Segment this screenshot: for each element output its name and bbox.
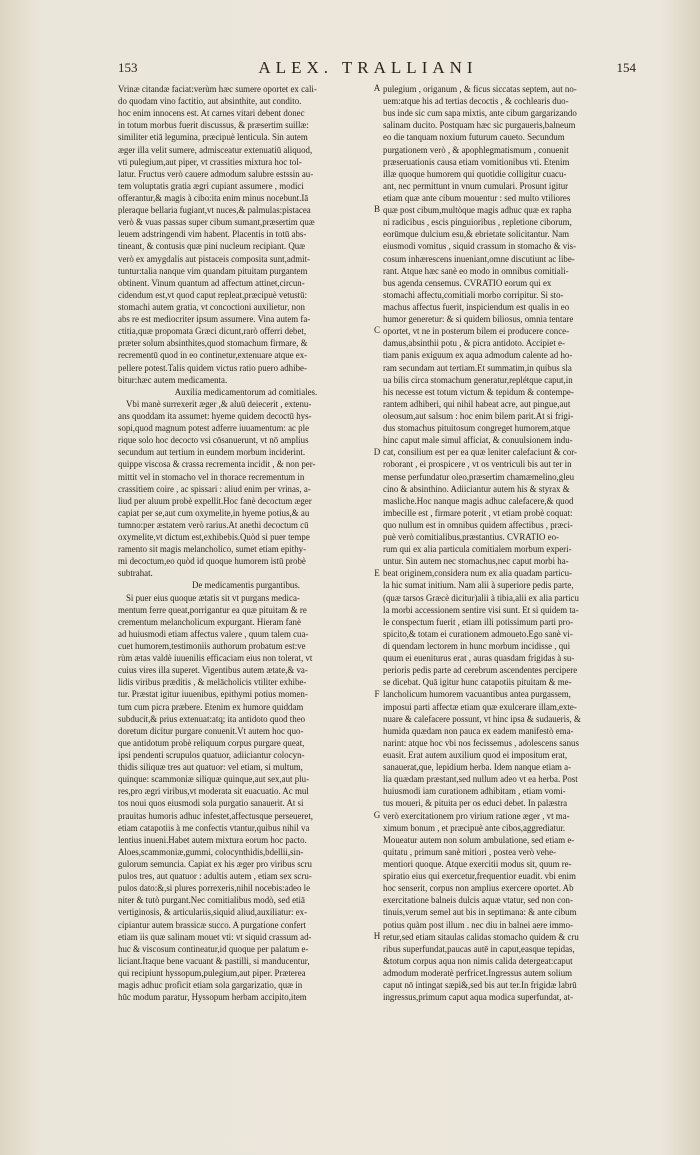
text-line: crementum melancholicum expurgant. Hieram fanè [118, 616, 301, 627]
text-line: ipsi pendenti scrupulos quatuor, adiiciantur colocyn- [118, 750, 305, 761]
text-line: admodum moderatè perfricet.Ingressus autem solium [383, 967, 573, 978]
text-line: præseruationis causa etiam vomitionibus vti. Etenim [383, 156, 570, 167]
text-line: crassitiem coire , ac spissari : aliud enim per vrinas, a- [118, 483, 311, 494]
text-line: tus moueri, & pituita per os educi debet. In palæstra [383, 798, 568, 809]
text-line: bitur:hæc autem medicamenta. [118, 374, 228, 385]
text-line: imposui parti affectæ etiam quæ exulcerare illam,exte- [383, 701, 577, 712]
text-line: eiusmodi vomitus , siquid crassum in stomacho & vis- [383, 241, 577, 252]
text-line: cat, consilium est per ea quæ leniter calefaciunt & cor- [383, 447, 578, 458]
text-line: humida quædam non pauca ex eadem manifestò ema- [383, 725, 574, 736]
text-line: tumno:per æstatem verò rarius.At anethi decoctum cū [118, 519, 309, 530]
text-line: pulos dato:&,si plures porrexeris,nihil nocebis:adeo le [118, 883, 311, 894]
text-line: purgationem verò , & apophlegmatismum , conuenit [383, 144, 569, 155]
text-line: cidendum est,vt quod caput repleat,præcipuè vetustū: [118, 289, 308, 300]
text-line: la hic sumat initium. Nam alii à superiore pedis parte, [383, 580, 574, 591]
text-line: hūc modum paratur, Hyssopum herbam accipito,item [118, 992, 307, 1003]
text-line: quum ei eueniturus erat , auras quasdam frigidas à su- [383, 653, 575, 664]
text-line: De medicamentis purgantibus. [191, 580, 301, 591]
text-line: etiam catapotiis à me confectis vtantur,quibus nihil va [118, 822, 310, 833]
text-line: verò exercitationem pro virium ratione æger , vt ma- [383, 810, 570, 821]
text-line: stomachi affectu,comitiali morbo corripitur. Si sto- [383, 289, 564, 300]
text-line: do quodam vino factitio, aut absinthite, aut condito. [118, 96, 302, 107]
text-line: similiter etiā legumina, præcipuè lenticula. Sin autem [118, 132, 308, 143]
text-line: oportet, vt ne in posterum bilem ei producere conce- [383, 326, 570, 337]
text-line: tem voluptatis gratia ægri cupiant assumere , modici [118, 180, 304, 191]
text-line: qui recipiunt hyssopum,pulegium,aut piper. Præterea [118, 967, 306, 978]
text-line: potius quàm post illum . nec diu in balnei aere immo- [383, 919, 574, 930]
text-line: ramento sit magis melancholico, sumet etiam epithy- [118, 544, 307, 555]
text-line: salinam ducito. Postquam hæc sic purgaueris,balneum [383, 120, 576, 131]
text-line: leuem adstringendi vim habent. Placentis in totū abs- [118, 229, 307, 240]
text-line: lancholicum humorem vacuantibus antea purgassem, [383, 689, 571, 700]
text-line: huiusmodi iam curationem adhibitam , etiam vomi- [383, 786, 566, 797]
text-line: tum cum picra præbere. Etenim ex humore quiddam [118, 701, 304, 712]
margin-letter: G [373, 810, 381, 821]
text-line: spiratio eius qui exercetur,frequentior euadit. vbi enim [383, 871, 576, 882]
text-line: rum qui ex alia particula comitialem morbum experi- [383, 544, 572, 555]
text-line: ni radicibus , escis pinguioribus , repletione ciborum, [383, 217, 572, 228]
text-line: ant, nec permittunt in vnum cumulari. Prosunt igitur [383, 180, 569, 191]
text-line: narint: atque hoc vbi nos fecissemus , adolescens sanus [383, 737, 579, 748]
margin-letter: E [374, 567, 380, 578]
left-text-column [118, 83, 374, 1003]
text-line: pleraque bellaria fugiant,vt nuces,& palmulas:pistacea [118, 205, 311, 216]
text-line: ua bilis circa stomachum generatur,replétque caput,in [383, 374, 573, 385]
page-number-left: 153 [118, 60, 138, 75]
text-line: (quæ tarsos Græcè dicitur)alii à tibia,alii ex alia particu [383, 592, 579, 603]
text-line: abs re est mediocriter ipsum assumere. Vina autem fa- [118, 314, 311, 325]
text-line: imbecille est , firmare poterit , vt etiam probè coquat: [383, 507, 573, 518]
text-line: ximum bonum , et præcipuè ante cibos,aggrediatur. [383, 822, 566, 833]
text-line: pulos tres, aut quatuor : adultis autem , etiam sex scru- [118, 871, 312, 882]
text-line: oleosum,aut salsum : hoc enim bilem parit.At si frigi- [383, 410, 574, 421]
text-line: di quendam lectorem in hunc morbum incidisse , qui [383, 641, 571, 652]
text-line: quitatu , primum sanè mitiori , postea verò vehe- [383, 846, 557, 857]
text-line: niter & tutò purgant.Nec comitialibus modò, sed etiā [118, 895, 305, 906]
text-line: prauitas humoris adhuc infestet,affectusque perseueret, [118, 810, 314, 821]
margin-letter: H [373, 931, 381, 942]
text-line: vertiginosis, & articulariis,siquid aliud,auxiliatur: ex- [118, 907, 308, 918]
text-line: le conspectum fuerit , etiam illi potissimum parti pro- [383, 616, 574, 627]
text-line: his necesse est totum victum & tepidum & contempe- [383, 386, 574, 397]
text-line: nuare & calefacere possunt, vt hinc ipsa & sudaueris, & [383, 713, 581, 724]
text-line: res,pro ægri viribus,vt moderata sit euacuatio. Ac mul [118, 786, 309, 797]
text-line: Si puer eius quoque ætatis sit vt purgans medica- [126, 592, 300, 603]
text-line: sopi,quod magnum potest adferre iuuamentum: ac ple [118, 423, 310, 434]
text-line: Aloes,scammoniæ,gummi, colocynthidis,bdellii,sin- [118, 846, 304, 857]
text-line: secundum aut tertium in eundem morbum inciderint. [118, 447, 306, 458]
text-line: mi decoctum,eo quòd id quoque humorem istū probè [118, 556, 306, 567]
text-line: humor generetur: & si quidem biliosus, omnia tentare [383, 314, 574, 325]
text-line: rique solo hoc decocto vsi cōsanuerunt, vt nō amplius [118, 435, 309, 446]
text-line: tur. Præstat igitur iuuenibus, epithymi potius momen- [118, 689, 308, 700]
running-title: ALEX. TRALLIANI [258, 58, 478, 77]
text-line: tinuis,verum semel aut bis in septimana: & ante cibum [383, 907, 577, 918]
text-line: retur,sed etiam sitaulas calidas stomacho quidem & cru [383, 931, 579, 942]
text-line: eorūmque dulcium esu,& ebrietate solicitantur. Nam [383, 229, 570, 240]
text-line: ad huiusmodi etiam affectus valere , quum talem cua- [118, 628, 309, 639]
text-line: liciant.Itaque bene vacuant & pastilli, si manducentur, [118, 955, 310, 966]
text-line: oxymelite,vt dictum est,exhibebis.Quòd si puer tempe [118, 532, 310, 543]
margin-letter: A [373, 83, 381, 93]
text-line: cino & absinthino. Adiiciantur autem his & styrax & [383, 483, 570, 494]
text-line: pulegium , origanum , & ficus siccatas septem, aut no- [383, 84, 577, 94]
text-line: cipiantur autem brassicæ succo. A purgatione confert [118, 919, 306, 930]
text-line: beat originem,considera num ex alia quadam particu- [383, 568, 573, 579]
text-line: lidis viribus præditis , & melācholicis vtiliter exhibe- [118, 677, 307, 688]
text-line: Vbi manè surrexerit æger ,& aluū deiecerit , extenu- [126, 398, 312, 409]
text-line: præter solum absinthites,quod stomachum firmare, & [118, 338, 308, 349]
text-line: se dicebat. Quā igitur hunc catapotiis pituitam & me- [383, 677, 572, 688]
text-line: Vrinæ citandæ faciat:verùm hæc sumere oportet ex cali- [118, 84, 317, 94]
text-line: capiat per se,aut cum oxymelite,in hyeme potius,& au [118, 507, 310, 518]
text-line: rantem adhiberi, qui nihil habeat acre, aut pingue,aut [383, 398, 571, 409]
text-line: ans quoddam ita assumet: hyeme quidem decoctū hys- [118, 410, 312, 421]
right-text-column [383, 83, 639, 1003]
text-line: tiam panis exiguum ex aqua admodum calente ad ho- [383, 350, 573, 361]
text-line: magis adhuc proficit etiam sola gargarizatio, quæ in [118, 980, 303, 991]
text-line: ram secundam aut tertiam.Et summatim,in quibus sla [383, 362, 572, 373]
text-line: lia quædam præstant,sed nullum adeo vt ea herba. Post [383, 774, 578, 785]
text-line: etiam quæ ante cibum mouentur : sed multo vtiliores [383, 192, 571, 203]
text-line: cuet humorem,testimoniis authorum probatum est:ve [118, 641, 306, 652]
text-line: puè verò comitialibus,præstantius. CVRATIO eo- [383, 532, 559, 543]
text-line: doretum dicitur purgare conuenit.Vt autem hoc quo- [118, 725, 304, 736]
text-line: lentius inueni.Habet autem mixtura eorum hoc pacto. [118, 834, 307, 845]
text-line: quippe viscosa & crassa recrementa incidit , & non per- [118, 459, 316, 470]
text-line: quæ post cibum,multòque magis adhuc quæ ex rapha [383, 205, 572, 216]
text-line: exercitatione balneis dulcis aquæ vtatur, sed non con- [383, 895, 573, 906]
text-line: ribus superfundat,paucas autē in caput,easque tepidas, [383, 943, 575, 954]
text-line: verò ex amygdalis aut pistaceis composita sunt,admit- [118, 253, 310, 264]
text-line: euasit. Erat autem auxilium quod ei impositum erat, [383, 750, 568, 761]
text-line: subducit,& prius extenuat:atq; ita antidoto quod theo [118, 713, 306, 724]
text-line: damus,absinthii potu , & picra antidoto. Accipiet e- [383, 338, 565, 349]
text-line: huc & viscosum contineatur,id quoque per palatum e- [118, 943, 309, 954]
text-line: quo nullum est in omnibus quidem affectibus , præci- [383, 519, 573, 530]
text-line: Auxilia medicamentorum ad comitiales. [174, 386, 318, 397]
text-line: tuntur:talia nanque vim quandam pituitam purgantem [118, 265, 308, 276]
text-line: verò & vuas passas super cibum sumant,præsertim quæ [118, 217, 315, 228]
text-line: offerantur,& magis à cibo:ita enim minus nocebunt.Iā [118, 192, 309, 203]
text-line: latur. Fructus verò cauere admodum salubre estssin au- [118, 168, 314, 179]
text-line: que antidotum probè reliquum corpus purgare queat, [118, 737, 305, 748]
text-line: rùm ætas valdè iuuenilis efficaciam eius non tolerat, vt [118, 653, 313, 664]
text-line: perioris pedis parte ad cerebrum ascendentes percipere [383, 665, 578, 676]
text-line: mentiori quoque. Atque exercitii modus sit, quum re- [383, 859, 572, 869]
text-line: machus affectus fuerit, inspiciendum est qualis in eo [383, 301, 570, 312]
text-line: vti pulegium,aut piper, vt crassities mixtura hoc tol- [118, 156, 302, 167]
margin-letter: C [373, 325, 380, 336]
text-line: mentum ferre queat,porrigantur ea quæ pituitam & re [118, 604, 307, 615]
text-line: liud per aluum probè expellit.Hoc fanè decoctum æger [118, 495, 312, 506]
text-line: ingressus,primum caput aqua modica superfundat, at- [383, 992, 574, 1003]
text-line: cuius vires illa superet. Vigentibus autem ætate,& va- [118, 665, 308, 676]
text-line: quinque: scammoniæ siliquæ quinque,aut sex,aut plu- [118, 774, 310, 785]
text-line: la morbi accessionem sentire visi sunt. Et si quidem ta- [383, 604, 579, 615]
text-line: hinc caput male simul afficiat, & conuulsionem indu- [383, 435, 573, 446]
text-line: masliche.Hoc nanque magis adhuc calefacere,& quod [383, 495, 574, 506]
text-line: illæ quoque humorem qui quotidie colligitur cuacu- [383, 168, 567, 179]
text-line: obtinent. Vinum quantum ad affectum attinet,circun- [118, 277, 305, 288]
text-line: cosum inhærescens inueniant,omne discutiunt ac libe- [383, 253, 575, 264]
margin-letter: F [374, 689, 380, 699]
text-line: rant. Atque hæc sanè eo modo in omnibus comitiali- [383, 265, 569, 276]
text-line: stomachi autem gratia, vt concoctioni auxilietur, non [118, 301, 305, 312]
text-line: uem:atque his ad tertias decoctis , & cochlearis duo- [383, 96, 569, 107]
text-line: in totum morbus fuerit discussus, & præsertim suillæ: [118, 120, 309, 131]
text-line: mittit vel in stomacho vel in thorace recrementum in [118, 471, 305, 482]
text-line: thidis siliquæ tres aut quatuor: vel etiam, si multum, [118, 762, 303, 773]
text-line: etiam iis quæ salinam mouet vti: vt siquid crassum ad- [118, 931, 312, 942]
text-line: ctitia,quæ propomata Græci dicunt,rarò offerri debet, [118, 326, 307, 337]
text-line: roborant , ei prospicere , vt os ventriculi bis aut ter in [383, 459, 572, 470]
text-line: Moueatur autem non solum ambulatione, sed etiam e- [383, 834, 575, 845]
text-line: eo die tanquam noxium futurum caueto. Secundum [383, 132, 565, 143]
text-line: bus inde sic cum sapa mixtis, ante cibum gargarizando [383, 108, 577, 119]
text-line: subtrahat. [118, 568, 153, 579]
text-line: hoc senserit, corpus non amplius exercere oportet. Ab [383, 883, 574, 894]
margin-letter: D [373, 446, 381, 457]
text-line: spicito,& totam ei curationem admoueto.Ego sanè vi- [383, 628, 573, 639]
page-header [118, 58, 636, 82]
page-number-right: 154 [616, 60, 636, 75]
text-line: recrementū quod in eo continetur,extenuare atque ex- [118, 350, 308, 361]
text-line: hoc enim innocens est. At carnes vitari debent donec [118, 108, 305, 119]
text-line: tos noui quos eiusmodi sola purgatio sanauerit. At si [118, 798, 304, 809]
text-line: mense perfundatur oleo,præsertim chamæmelino,gleu [383, 471, 575, 482]
text-line: caput nō intingat sæpi&,sed bis aut ter.In frigidæ labrū [383, 980, 577, 991]
text-line: untur. Sin autem nec stomachus,nec caput morbi ha- [383, 556, 569, 567]
text-line: sanauerat,que, lepidium herba. Idem nanque etiam a- [383, 762, 572, 773]
text-line: gulorum semuncia. Capiat ex his æger pro viribus scru [118, 859, 312, 869]
text-line: tineant, & contusis quæ pini nucleum recipiant. Quæ [118, 241, 306, 252]
text-line: bus agenda censemus. CVRATIO eorum qui ex [383, 277, 552, 288]
text-line: dus stomachus pituitosum congreget humorem,atque [383, 423, 571, 434]
margin-letter: B [373, 204, 380, 215]
text-line: pellere potest.Talis quidem victus ratio puero adhibe- [118, 362, 307, 373]
text-line: æger illa velit sumere, admisceatur extenuatiū aliquod, [118, 144, 313, 155]
text-line: &totum corpus aqua non nimis calida detergeat:caput [383, 955, 573, 966]
